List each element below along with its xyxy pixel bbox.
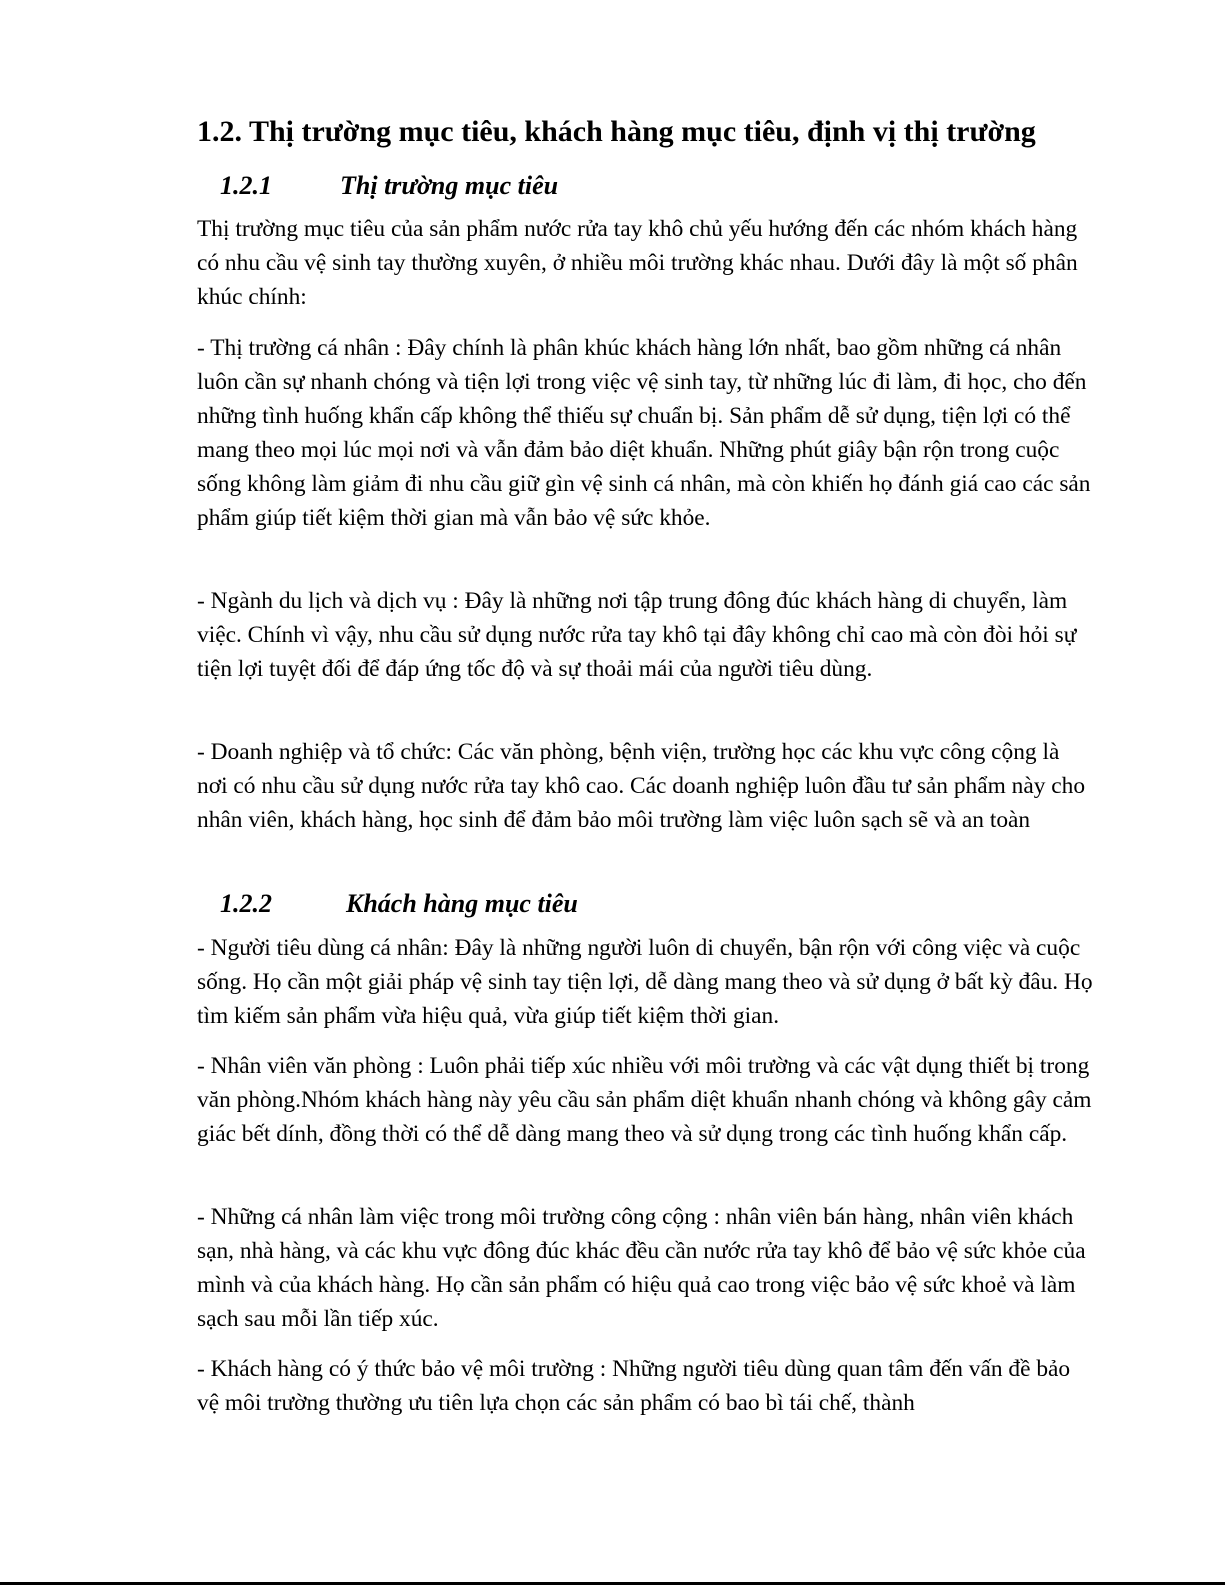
subsection-heading-2 <box>220 887 578 921</box>
paragraph-intro: Thị trường mục tiêu của sản phẩm nước rửa tay khô chủ yếu hướng đến các nhóm khách hàng có nhu cầu vệ sinh tay thường xuyên, ở nhiều môi trường khác nhau. Dưới đây là một số phân khúc chính: <box>197 216 1078 310</box>
paragraph-individual-consumers: - Người tiêu dùng cá nhân: Đây là những người luôn di chuyển, bận rộn với công việc và cuộc sống. Họ cần một giải pháp vệ sinh tay tiện lợi, dễ dàng mang theo và sử dụng ở bất kỳ đâu. Họ tìm kiếm sản phẩm vừa hiệu quả, vừa giúp tiết kiệm thời gian. <box>197 935 1093 1029</box>
paragraph-public-workers: - Những cá nhân làm việc trong môi trường công cộng : nhân viên bán hàng, nhân viên khách sạn, nhà hàng, và các khu vực đông đúc khác đều cần nước rửa tay khô để bảo vệ sức khỏe của mình và của khách hàng. Họ cần sản phẩm có hiệu quả cao trong việc bảo vệ sức khoẻ và làm sạch sau mỗi lần tiếp xúc. <box>197 1204 1086 1332</box>
subsection-number: 1.2.1 <box>220 171 272 200</box>
paragraph-tourism-services: - Ngành du lịch và dịch vụ : Đây là những nơi tập trung đông đúc khách hàng di chuyển, làm việc. Chính vì vậy, nhu cầu sử dụng nước rửa tay khô tại đây không chỉ cao mà còn đòi hỏi sự tiện lợi tuyệt đối để đáp ứng tốc độ và sự thoải mái của người tiêu dùng. <box>197 588 1077 682</box>
subsection-heading-1 <box>220 169 558 203</box>
paragraph-personal-market: - Thị trường cá nhân : Đây chính là phân khúc khách hàng lớn nhất, bao gồm những cá nhân luôn cần sự nhanh chóng và tiện lợi trong việc vệ sinh tay, từ những lúc đi làm, đi học, cho đến những tình huống khẩn cấp không thể thiếu sự chuẩn bị. Sản phẩm dễ sử dụng, tiện lợi có thể mang theo mọi lúc mọi nơi và vẫn đảm bảo diệt khuẩn. Những phút giây bận rộn trong cuộc sống không làm giảm đi nhu cầu giữ gìn vệ sinh cá nhân, mà còn khiến họ đánh giá cao các sản phẩm giúp tiết kiệm thời gian mà vẫn bảo vệ sức khỏe. <box>197 335 1091 531</box>
paragraph-office-workers: - Nhân viên văn phòng : Luôn phải tiếp xúc nhiều với môi trường và các vật dụng thiết bị trong văn phòng.Nhóm khách hàng này yêu cầu sản phẩm diệt khuẩn nhanh chóng và không gây cảm giác bết dính, đồng thời có thể dễ dàng mang theo và sử dụng trong các tình huống khẩn cấp. <box>197 1053 1092 1147</box>
paragraph-businesses-organizations: - Doanh nghiệp và tổ chức: Các văn phòng, bệnh viện, trường học các khu vực công cộng là nơi có nhu cầu sử dụng nước rửa tay khô cao. Các doanh nghiệp luôn đầu tư sản phẩm này cho nhân viên, khách hàng, học sinh để đảm bảo môi trường làm việc luôn sạch sẽ và an toàn <box>197 739 1086 833</box>
subsection-number: 1.2.2 <box>220 889 272 918</box>
section-heading: 1.2. Thị trường mục tiêu, khách hàng mục tiêu, định vị thị trường <box>197 115 1036 148</box>
paragraph-eco-conscious: - Khách hàng có ý thức bảo vệ môi trường : Những người tiêu dùng quan tâm đến vấn đề bảo vệ môi trường thường ưu tiên lựa chọn các sản phẩm có bao bì tái chế, thành <box>197 1356 1071 1416</box>
subsection-title: Thị trường mục tiêu <box>340 171 559 200</box>
subsection-title: Khách hàng mục tiêu <box>346 889 578 918</box>
